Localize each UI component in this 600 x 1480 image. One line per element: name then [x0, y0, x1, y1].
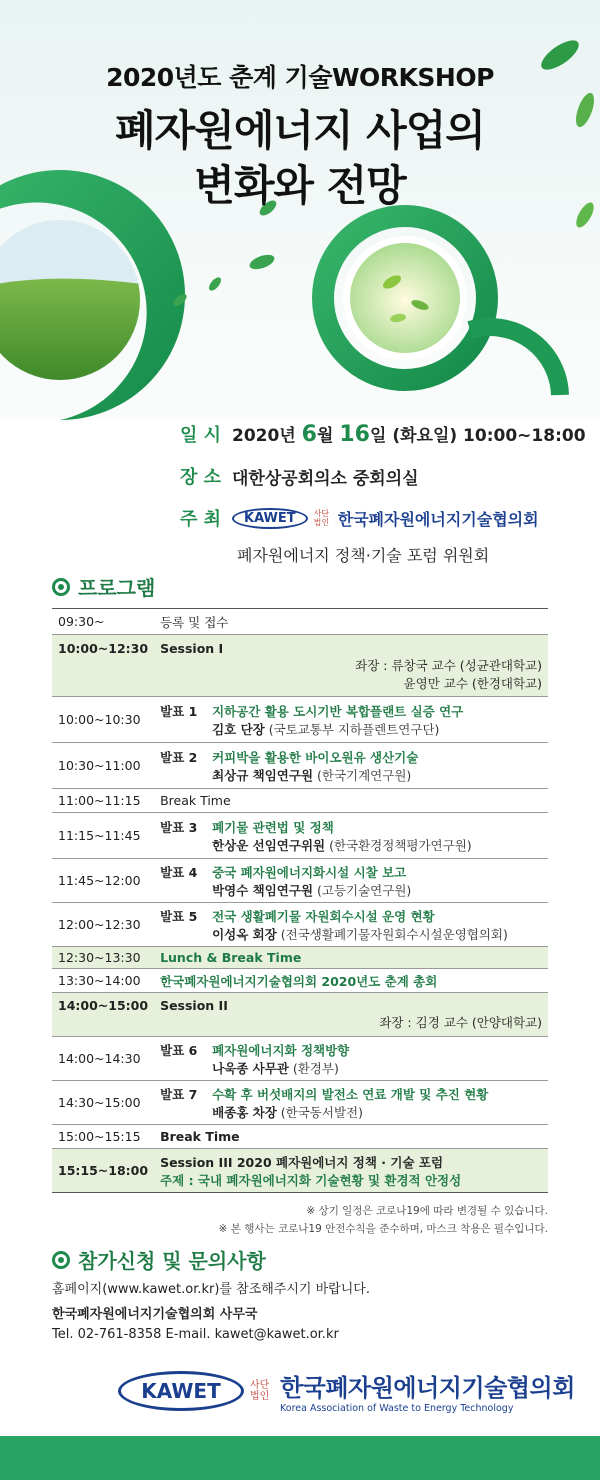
- date-year: 2020년: [232, 426, 296, 446]
- row-time: 10:00~10:30: [52, 697, 154, 743]
- host-small-text: 사단 법인: [313, 509, 330, 527]
- table-row: [52, 1149, 548, 1193]
- presenter-affiliation: (한국환경정책평가연구원): [329, 837, 472, 853]
- row-content: [154, 859, 548, 903]
- row-content: [154, 1037, 548, 1081]
- row-time: 14:30~15:00: [52, 1081, 154, 1125]
- presentation-topic: 폐자원에너지화 정책방향: [212, 1042, 350, 1058]
- row-text: 등록 및 접수: [154, 609, 548, 635]
- session-chair: 좌장 : 류창국 교수 (성균관대학교): [355, 658, 542, 673]
- presenter-name: 이성옥 회장: [212, 926, 277, 942]
- date-day-unit: 일: [369, 426, 387, 446]
- kawet-logo: KAWET: [232, 508, 308, 529]
- row-text: Break Time: [154, 789, 548, 813]
- row-content: [154, 903, 548, 947]
- footer-org-name: 한국폐자원에너지기술협의회: [280, 1374, 575, 1402]
- row-content: [154, 813, 548, 859]
- presenter-name: 김호 단장: [212, 721, 265, 737]
- table-row: [52, 697, 548, 743]
- presenter-affiliation: (환경부): [292, 1060, 339, 1076]
- row-content: [154, 635, 548, 697]
- presenter-name: 박영수 책임연구원: [212, 882, 314, 898]
- footer-org-english: Korea Association of Waste to Energy Technology: [280, 1403, 514, 1414]
- program-heading: [52, 572, 155, 601]
- homepage-line: 홈페이지(www.kawet.or.kr)를 참조해주시기 바랍니다.: [52, 1282, 370, 1297]
- presenter-affiliation: (고등기술연구원): [317, 882, 412, 898]
- row-time: 09:30~: [52, 609, 154, 635]
- date-row: [180, 420, 590, 448]
- row-content: [154, 697, 548, 743]
- table-row: [52, 859, 548, 903]
- row-time: 11:15~11:45: [52, 813, 154, 859]
- program-heading-text: 프로그램: [78, 576, 156, 600]
- place-value: 대한상공회의소 중회의실: [232, 468, 419, 489]
- table-row: [52, 609, 548, 635]
- table-row: [52, 789, 548, 813]
- row-text: Break Time: [154, 1125, 548, 1149]
- place-label: 장 소: [180, 467, 222, 488]
- row-time: 12:00~12:30: [52, 903, 154, 947]
- presentation-label: 발표 5: [160, 908, 198, 924]
- date-time: (화요일) 10:00~18:00: [392, 426, 586, 446]
- table-row: [52, 1081, 548, 1125]
- row-time: 15:00~15:15: [52, 1125, 154, 1149]
- table-row: [52, 1125, 548, 1149]
- row-time: 11:45~12:00: [52, 859, 154, 903]
- date-value: [232, 421, 586, 447]
- host-name: 한국폐자원에너지기술협의회: [337, 509, 539, 529]
- presenter-affiliation: (한국동서발전): [280, 1104, 363, 1120]
- row-time: 14:00~15:00: [52, 993, 154, 1037]
- presentation-label: 발표 1: [160, 703, 198, 719]
- presenter-name: 나욱종 사무관: [212, 1060, 289, 1076]
- row-time: 13:30~14:00: [52, 969, 154, 993]
- date-month-unit: 월: [316, 426, 334, 446]
- presentation-label: 발표 7: [160, 1086, 198, 1102]
- office-line: 한국폐자원에너지기술협의회 사무국: [52, 1307, 258, 1322]
- program-table: [52, 608, 548, 1193]
- table-row: [52, 969, 548, 993]
- presentation-label: 발표 4: [160, 864, 198, 880]
- row-time: 10:30~11:00: [52, 743, 154, 789]
- presenter: [160, 881, 542, 899]
- presentation-topic: 중국 폐자원에너지화시설 시찰 보고: [212, 864, 407, 880]
- main-title-line2: 변화와 전망: [194, 161, 406, 210]
- event-info: [180, 420, 590, 546]
- table-row: [52, 743, 548, 789]
- host-row: [180, 504, 590, 532]
- presentation-topic: 전국 생활폐기물 자원회수시설 운영 현황: [212, 908, 435, 924]
- presentation-topic: 커피박을 활용한 바이오원유 생산기술: [212, 749, 419, 765]
- target-icon: [52, 578, 70, 596]
- tel-email-line: Tel. 02-761-8358 E-mail. kawet@kawet.or.kr: [52, 1327, 339, 1342]
- table-row: [52, 1037, 548, 1081]
- footer-logo: [118, 1368, 575, 1414]
- presenter: [160, 836, 542, 854]
- contact-heading-text: 참가신청 및 문의사항: [78, 1249, 266, 1273]
- session-title: Session III 2020 폐자원에너지 정책 · 기술 포럼: [160, 1154, 444, 1170]
- presenter: [160, 720, 542, 738]
- workshop-subtitle: 2020년도 춘계 기술WORKSHOP: [106, 63, 494, 92]
- table-row: [52, 947, 548, 969]
- table-row: [52, 635, 548, 697]
- presenter: [160, 766, 542, 784]
- presentation-topic: 폐기물 관련법 및 정책: [212, 819, 334, 835]
- presenter: [160, 925, 542, 943]
- presenter-name: 배종홍 차장: [212, 1104, 277, 1120]
- footer-name-block: [280, 1368, 575, 1414]
- host-label: 주 최: [180, 509, 222, 530]
- row-content: [154, 1149, 548, 1193]
- row-text: Lunch & Break Time: [154, 947, 548, 969]
- row-time: 11:00~11:15: [52, 789, 154, 813]
- presenter-name: 한상운 선임연구위원: [212, 837, 326, 853]
- bottom-bar: [0, 1436, 600, 1480]
- covid-note: ※ 본 행사는 코로나19 안전수칙을 준수하며, 마스크 착용은 필수입니다.: [218, 1223, 548, 1235]
- session-title: Session II: [160, 998, 228, 1013]
- main-title-line1: 폐자원에너지 사업의: [115, 106, 485, 155]
- schedule-note: ※ 상기 일정은 코로나19에 따라 변경될 수 있습니다.: [306, 1205, 548, 1217]
- row-text: 한국폐자원에너지기술협의회 2020년도 춘계 총회: [154, 969, 548, 993]
- row-time: 10:00~12:30: [52, 635, 154, 697]
- row-content: [154, 1081, 548, 1125]
- row-time: 15:15~18:00: [52, 1149, 154, 1193]
- session-chair: 윤영만 교수 (한경대학교): [403, 676, 542, 691]
- presenter: [160, 1059, 542, 1077]
- presenter-affiliation: (국토교통부 지하플렌트연구단): [268, 721, 440, 737]
- row-content: [154, 993, 548, 1037]
- presentation-label: 발표 6: [160, 1042, 198, 1058]
- contact-heading: [52, 1245, 266, 1274]
- footer-small-text: 사단 법인: [250, 1380, 270, 1402]
- row-time: 14:00~14:30: [52, 1037, 154, 1081]
- presenter-affiliation: (한국기계연구원): [317, 767, 412, 783]
- presenter-name: 최상규 책임연구원: [212, 767, 314, 783]
- place-row: [180, 462, 590, 490]
- date-month: 6: [301, 422, 317, 447]
- row-time: 12:30~13:30: [52, 947, 154, 969]
- presenter: [160, 1103, 542, 1121]
- table-row: [52, 993, 548, 1037]
- row-content: [154, 743, 548, 789]
- presentation-topic: 지하공간 활용 도시기반 복합플랜트 실증 연구: [212, 703, 464, 719]
- presentation-label: 발표 3: [160, 819, 198, 835]
- forum-committee: 폐자원에너지 정책·기술 포럼 위원회: [237, 546, 490, 565]
- date-day: 16: [339, 422, 370, 447]
- table-row: [52, 813, 548, 859]
- presentation-label: 발표 2: [160, 749, 198, 765]
- target-icon: [52, 1251, 70, 1269]
- presenter-affiliation: (전국생활폐기물자원회수시설운영협의회): [280, 926, 508, 942]
- presentation-topic: 수확 후 버섯배지의 발전소 연료 개발 및 추진 현황: [212, 1086, 489, 1102]
- footer-kawet-logo: KAWET: [118, 1371, 244, 1411]
- session-subject: 주제 : 국내 폐자원에너지화 기술현황 및 환경적 안정성: [160, 1172, 462, 1188]
- session-chair: 좌장 : 김경 교수 (안양대학교): [379, 1015, 542, 1030]
- date-label: 일 시: [180, 425, 222, 446]
- table-row: [52, 903, 548, 947]
- session-title: Session I: [160, 641, 224, 656]
